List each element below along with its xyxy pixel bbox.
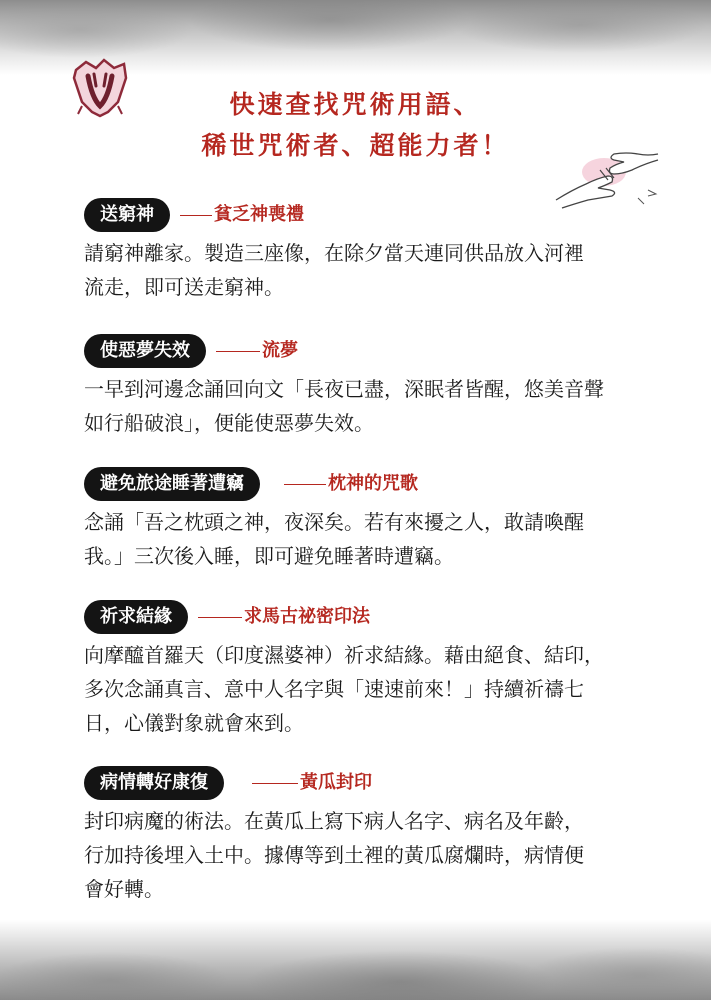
section-body — [84, 638, 644, 740]
section-subtitle: 貧乏神喪禮 — [214, 204, 304, 225]
body-line: 日，心儀對象就會來到。 — [84, 711, 304, 735]
section-heading — [84, 467, 644, 501]
body-line: 流走，即可送走窮神。 — [84, 275, 284, 299]
body-line: 我。」三次後入睡，即可避免睡著時遭竊。 — [84, 544, 454, 568]
section-heading — [84, 766, 644, 800]
connector-line — [252, 783, 298, 784]
section-heading — [84, 198, 644, 232]
section-label-pill: 送窮神 — [84, 198, 170, 232]
smoke-bottom-decoration — [0, 920, 711, 1000]
connector-line — [180, 215, 212, 216]
section-subtitle: 枕神的咒歌 — [328, 473, 418, 494]
connector-line — [198, 617, 242, 618]
section-label-pill: 使惡夢失效 — [84, 334, 206, 368]
section-label-pill: 避免旅途睡著遭竊 — [84, 467, 260, 501]
section-nightmare — [84, 334, 644, 440]
section-recovery — [84, 766, 644, 906]
section-send-poverty-god — [84, 198, 644, 304]
body-line: 念誦「吾之枕頭之神，夜深矣。若有來擾之人，敢請喚醒 — [84, 510, 584, 534]
section-romance — [84, 600, 644, 740]
section-heading — [84, 334, 644, 368]
body-line: 如行船破浪」，便能使惡夢失效。 — [84, 411, 374, 435]
body-line: 一早到河邊念誦回向文「長夜已盡，深眠者皆醒，悠美音聲 — [84, 377, 604, 401]
section-subtitle: 求馬古祕密印法 — [244, 606, 370, 627]
body-line: 請窮神離家。製造三座像，在除夕當天連同供品放入河裡 — [84, 241, 584, 265]
page-title-line-1: 快速查找咒術用語、 — [229, 90, 482, 119]
body-line: 行加持後埋入土中。據傳等到土裡的黃瓜腐爛時，病情便 — [84, 843, 584, 867]
body-line: 多次念誦真言、意中人名字與「速速前來！」持續祈禱七 — [84, 677, 584, 701]
section-heading — [84, 600, 644, 634]
section-subtitle: 黃瓜封印 — [300, 772, 372, 793]
section-body — [84, 804, 644, 906]
connector-line — [284, 484, 326, 485]
section-travel-theft — [84, 467, 644, 573]
section-label-pill: 病情轉好康復 — [84, 766, 224, 800]
section-body — [84, 505, 644, 573]
connector-line — [216, 351, 260, 352]
body-line: 會好轉。 — [84, 877, 164, 901]
section-body — [84, 236, 644, 304]
section-subtitle: 流夢 — [262, 340, 298, 361]
page-title-line-2: 稀世咒術者、超能力者！ — [201, 131, 510, 160]
body-line: 封印病魔的術法。在黃瓜上寫下病人名字、病名及年齡， — [84, 809, 584, 833]
section-body — [84, 372, 644, 440]
body-line: 向摩醯首羅天（印度濕婆神）祈求結緣。藉由絕食、結印， — [84, 643, 604, 667]
section-label-pill: 祈求結緣 — [84, 600, 188, 634]
